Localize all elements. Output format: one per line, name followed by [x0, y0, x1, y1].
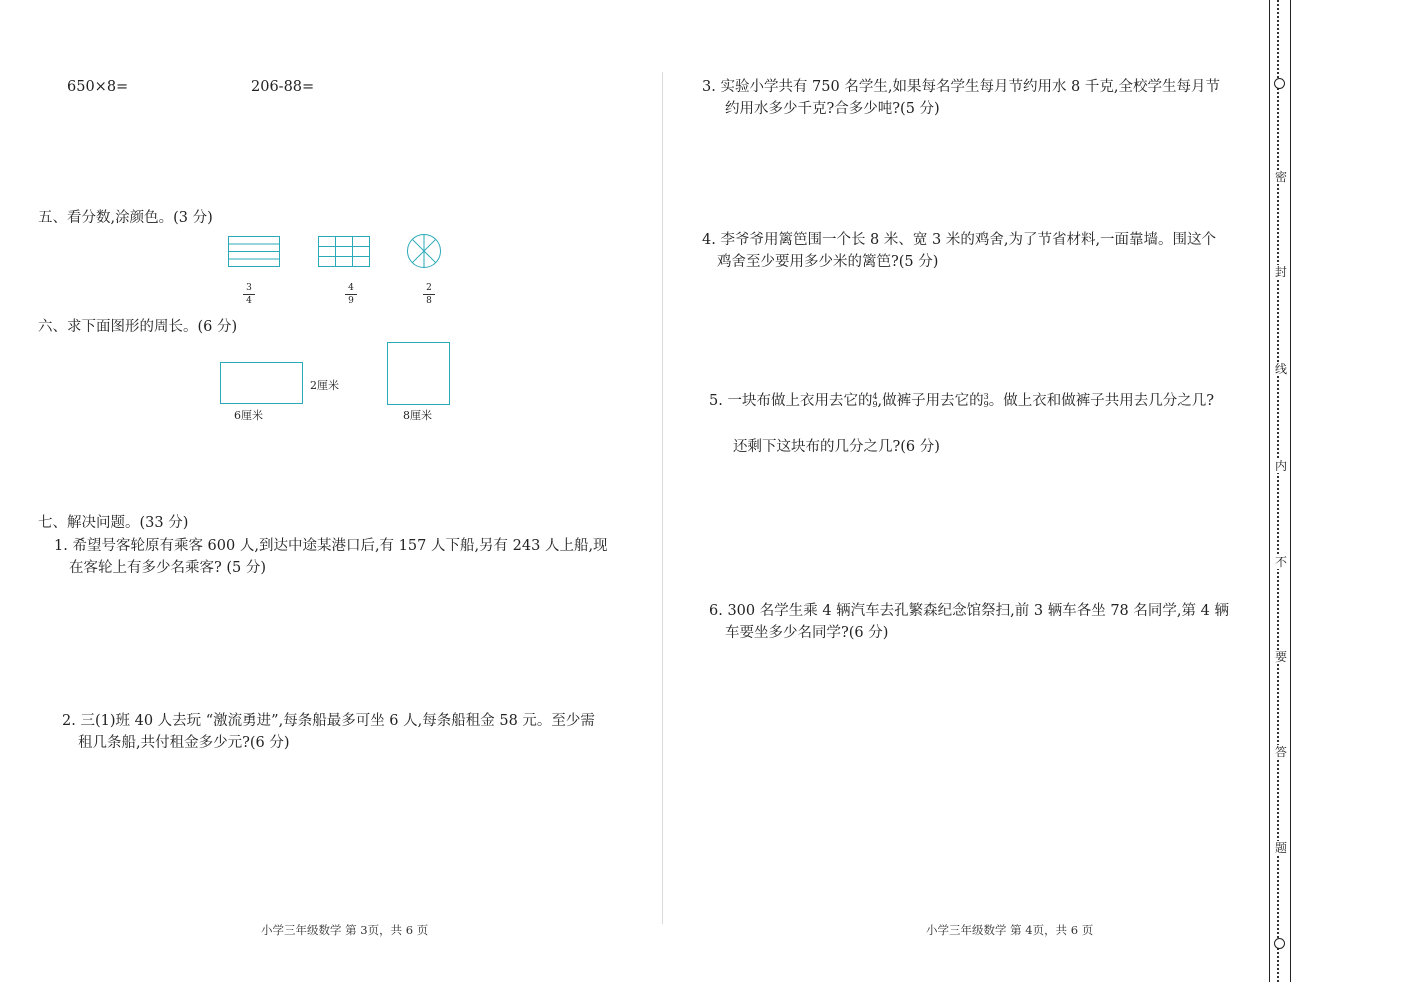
question-5-text-a: 5. 一块布做上衣用去它的 — [709, 393, 873, 409]
binding-char-4: 内 — [1272, 459, 1290, 473]
question-2-line-1: 2. 三(1)班 40 人去玩 “激流勇进”,每条船最多可坐 6 人,每条船租金 58 元。至少需 — [62, 713, 595, 729]
question-3-line-2: 约用水多少千克?合多少吨?(5 分) — [725, 101, 940, 117]
fraction-3-denominator: 8 — [426, 296, 432, 306]
right-page-footer: 小学三年级数学 第 4页，共 6 页 — [926, 923, 1094, 937]
question-1-line-1: 1. 希望号客轮原有乘客 600 人,到达中途某港口后,有 157 人下船,另有 243 人上船,现 — [54, 538, 608, 554]
rectangle-height-label: 2厘米 — [310, 379, 339, 392]
fraction-1-numerator: 3 — [246, 283, 252, 293]
binding-char-2: 封 — [1272, 265, 1290, 279]
page-divider — [662, 72, 663, 924]
square-side-label: 8厘米 — [403, 409, 432, 422]
question-4-line-1: 4. 李爷爷用篱笆围一个长 8 米、宽 3 米的鸡舍,为了节省材料,一面靠墙。围这个 — [702, 232, 1217, 248]
fraction-2-numerator: 4 — [348, 283, 354, 293]
fraction-label-1 — [241, 283, 257, 306]
left-page-footer: 小学三年级数学 第 3页，共 6 页 — [261, 923, 429, 937]
perimeter-rectangle — [220, 362, 303, 404]
question-6-line-2: 车要坐多少名同学?(6 分) — [725, 625, 889, 641]
binding-hole-bottom-icon — [1274, 938, 1285, 949]
question-5-text-b: ,做裤子用去它的 — [877, 393, 984, 409]
fraction-3-numerator: 2 — [426, 283, 432, 293]
question-4-line-2: 鸡舍至少要用多少米的篱笆?(5 分) — [717, 254, 939, 270]
rectangle-grid-ninths — [318, 236, 370, 267]
binding-line-right — [1290, 0, 1291, 982]
q5-frac2-den: 9 — [983, 400, 989, 409]
question-6-line-1: 6. 300 名学生乘 4 辆汽车去孔繁森纪念馆祭扫,前 3 辆车各坐 78 名同学,第 4 辆 — [709, 603, 1229, 619]
question-5-text-c: 。做上衣和做裤子共用去几分之几? — [988, 393, 1215, 409]
section-6-heading: 六、求下面图形的周长。(6 分) — [38, 319, 238, 335]
binding-char-3: 线 — [1272, 362, 1290, 376]
q5-frac1-num: 4 — [872, 392, 878, 401]
fraction-label-2 — [343, 283, 359, 306]
section-7-heading: 七、解决问题。(33 分) — [38, 515, 189, 531]
binding-line-left — [1269, 0, 1270, 982]
circle-eighths — [406, 233, 442, 269]
fraction-1-denominator: 4 — [246, 296, 252, 306]
calc-expression-2: 206-88= — [251, 79, 315, 95]
calc-expression-1: 650×8= — [67, 79, 129, 95]
rectangle-grid-quarters — [228, 236, 280, 267]
q5-frac1-den: 9 — [872, 400, 878, 409]
section-5-heading: 五、看分数,涂颜色。(3 分) — [38, 210, 213, 226]
question-5-line-2: 还剩下这块布的几分之几?(6 分) — [733, 439, 940, 455]
binding-char-7: 答 — [1272, 745, 1290, 759]
binding-char-8: 题 — [1272, 841, 1290, 855]
question-5-line-1 — [709, 390, 1214, 412]
fraction-label-3 — [421, 283, 437, 306]
question-2-line-2: 租几条船,共付租金多少元?(6 分) — [78, 735, 290, 751]
binding-hole-top-icon — [1274, 78, 1285, 89]
binding-dotted-line — [1277, 0, 1287, 982]
perimeter-square — [387, 342, 450, 405]
q5-frac2-num: 3 — [983, 392, 989, 401]
binding-char-6: 要 — [1272, 650, 1290, 664]
rectangle-width-label: 6厘米 — [234, 409, 263, 422]
binding-char-5: 不 — [1272, 555, 1290, 569]
binding-char-1: 密 — [1272, 170, 1290, 184]
question-3-line-1: 3. 实验小学共有 750 名学生,如果每名学生每月节约用水 8 千克,全校学生每月节 — [702, 79, 1220, 95]
question-1-line-2: 在客轮上有多少名乘客? (5 分) — [69, 560, 267, 576]
fraction-2-denominator: 9 — [348, 296, 354, 306]
